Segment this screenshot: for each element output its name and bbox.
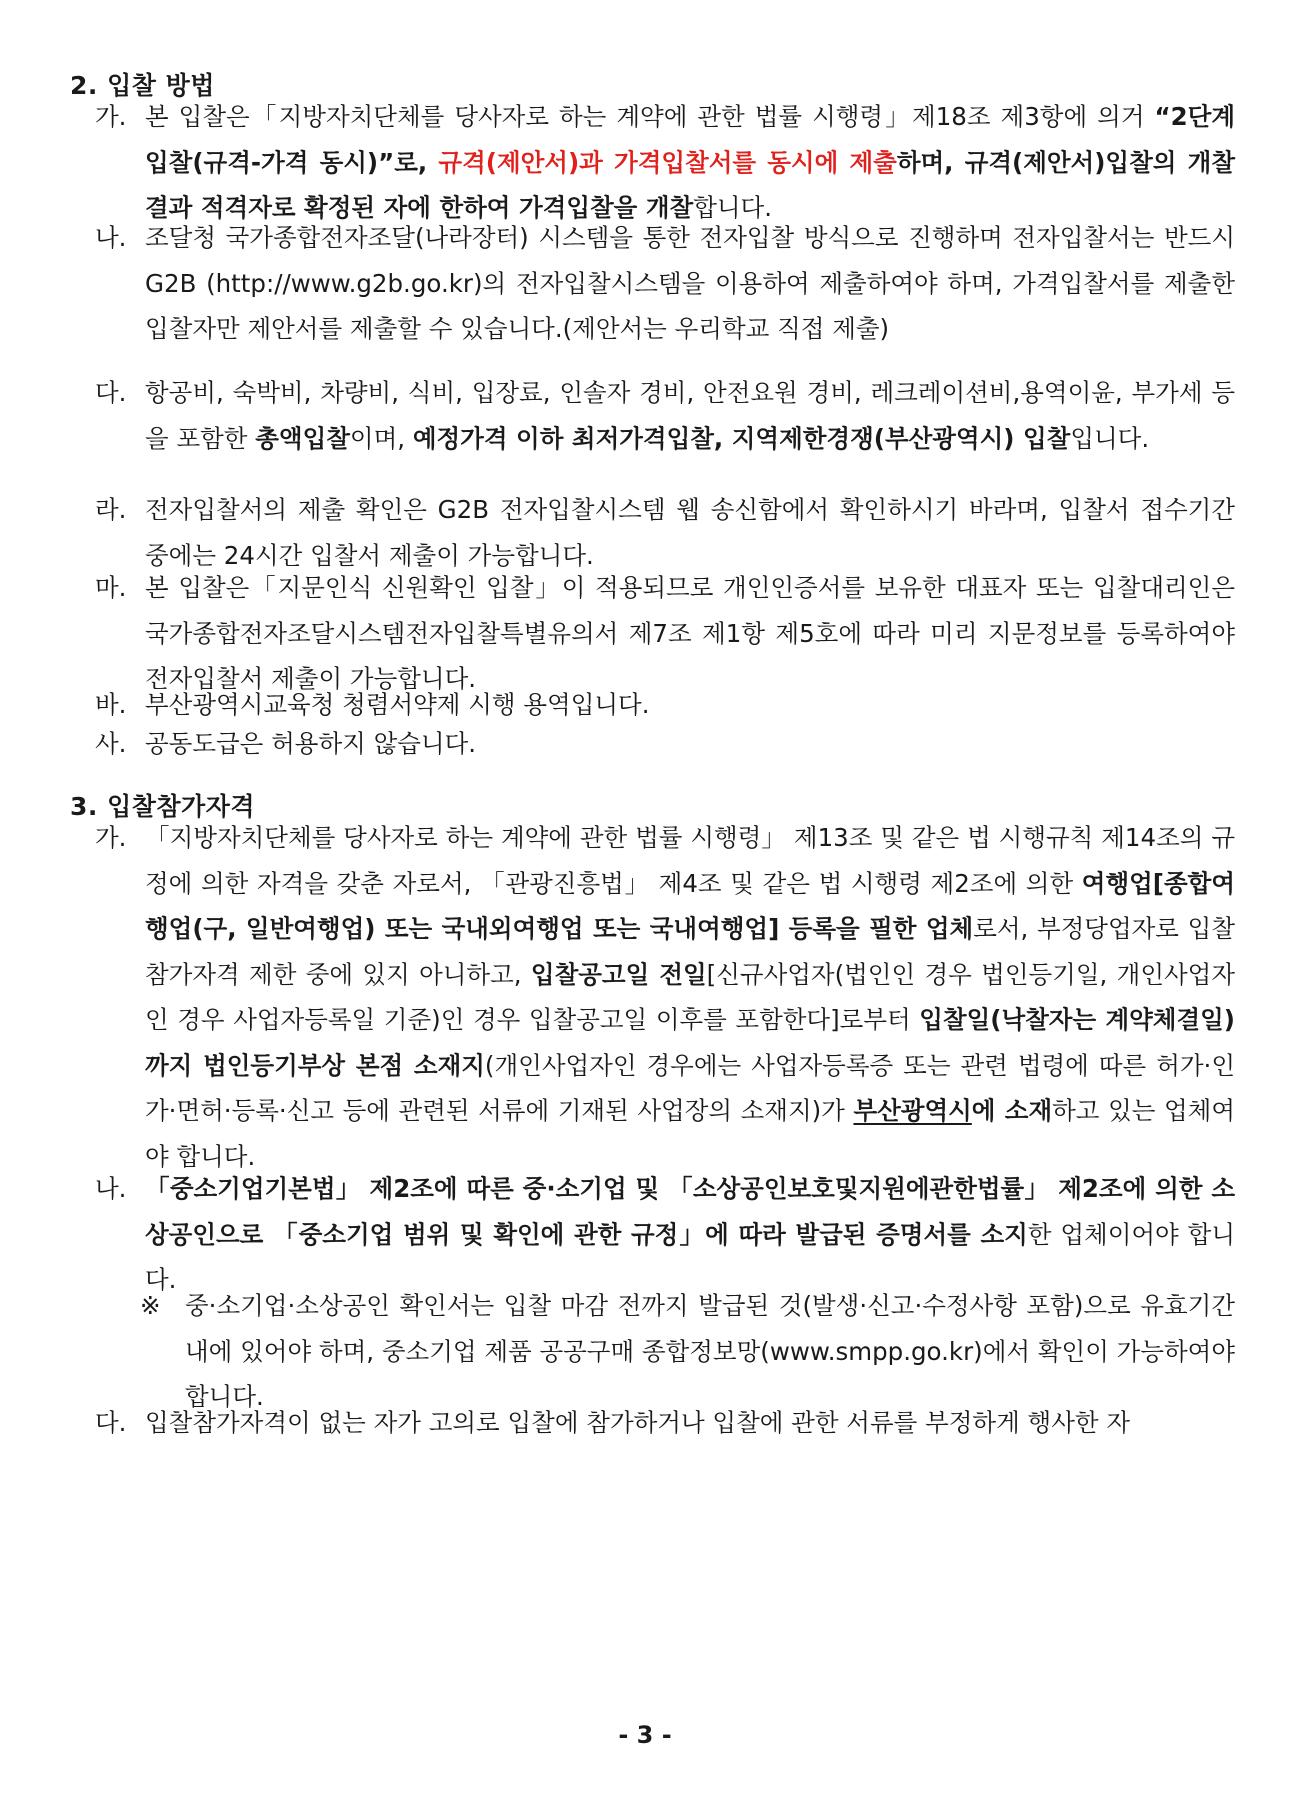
emphasized-text-run: 입찰일(낙찰자는 계약체결일)까지 법인등기부상 본점 소재지 <box>145 1005 1235 1080</box>
text-run: 입니다. <box>1070 423 1150 453</box>
text-run: 「지방자치단체를 당사자로 하는 계약에 관한 법률 시행령」 제13조 및 같은 법 시행규칙 제14조의 규정에 의한 자격을 갖춘 자로서, 「관광진흥법」 제4조 및 같은 법 시행령 제2조에 의한 <box>145 823 1235 898</box>
section-2-item-sa <box>95 721 1235 767</box>
emphasized-text-run: 여행업[종합여행업(구, 일반여행업) 또는 국내외여행업 또는 국내여행업] 등록을 필한 업체 <box>145 868 1235 943</box>
section-2-item-na <box>95 215 1235 352</box>
item-marker: 라. <box>95 495 127 524</box>
item-text <box>95 94 1235 231</box>
item-text <box>95 1400 1235 1446</box>
page-number: - 3 - <box>618 1721 672 1749</box>
emphasized-text-run: 입찰공고일 전일 <box>530 959 707 989</box>
item-text <box>95 370 1235 461</box>
section-3-heading: 3. 입찰참가자격 <box>70 792 255 821</box>
emphasized-text-run: “2단계 입찰(규격-가격 동시)”로, <box>145 102 1235 177</box>
item-marker: 바. <box>95 690 127 719</box>
text-run: 항공비, 숙박비, 차량비, 식비, 입장료, 인솔자 경비, 안전요원 경비, 레크레이션비,용역이윤, 부가세 등을 포함한 <box>145 378 1235 453</box>
section-3-item-da <box>95 1400 1235 1446</box>
section-2-heading: 2. 입찰 방법 <box>70 71 215 100</box>
text-run: 전자입찰서의 제출 확인은 G2B 전자입찰시스템 웹 송신함에서 확인하시기 바라며, 입찰서 접수기간 중에는 24시간 입찰서 제출이 가능합니다. <box>145 495 1235 570</box>
text-run: 조달청 국가종합전자조달(나라장터) 시스템을 통한 전자입찰 방식으로 진행하며 전자입찰서는 반드시 G2B (http://www.g2b.go.kr)의 전자입찰시스템을 이용하여 제출하여야 하며, 가격입찰서를 제출한 입찰자만 제안서를 제출할 수 있습니다.(제안서는 우리학교 직접 제출) <box>145 223 1235 343</box>
item-text <box>95 721 1235 767</box>
text-run: (개인사업자인 경우에는 사업자등록증 또는 관련 법령에 따른 허가·인가·면허·등록·신고 등에 관련된 서류에 기재된 사업장의 소재지)가 <box>145 1050 1235 1125</box>
item-text <box>95 815 1235 1179</box>
section-2-item-ga <box>95 94 1235 231</box>
item-marker: 다. <box>95 378 127 407</box>
note-text: 중·소기업·소상공인 확인서는 입찰 마감 전까지 발급된 것(발생·신고·수정사항 포함)으로 유효기간 내에 있어야 하며, 중소기업 제품 공공구매 종합정보망(www.smpp.go.kr)에서 확인이 가능하여야 합니다. <box>185 1291 1235 1411</box>
item-marker: 나. <box>95 1174 127 1203</box>
emphasized-text-run: 하며, 규격(제안서)입찰의 개찰 결과 적격자로 확정된 자에 한하여 가격입찰을 개찰 <box>145 147 1235 222</box>
emphasized-text-run: 에 소재 <box>971 1096 1053 1125</box>
text-run: 하고 있는 업체여야 합니다. <box>145 1096 1236 1171</box>
emphasized-text-run: 「중소기업기본법」 제2조에 따른 중·소기업 및 「소상공인보호및지원에관한법률」 제2조에 의한 소상공인으로 「중소기업 범위 및 확인에 관한 규정」에 따라 발급된 증명서를 소지 <box>145 1174 1236 1249</box>
note-marker: ※ <box>140 1291 161 1320</box>
item-marker: 사. <box>95 729 127 758</box>
emphasized-text-run: 부산광역시 <box>853 1096 972 1125</box>
text-run: 로서, 부정당업자로 입찰참가자격 제한 중에 있지 아니하고, <box>145 914 1235 989</box>
text-run: 본 입찰은「지방자치단체를 당사자로 하는 계약에 관한 법률 시행령」제18조 제3항에 의거 <box>145 102 1155 131</box>
text-run: [신규사업자(법인인 경우 법인등기일, 개인사업자인 경우 사업자등록일 기준)인 경우 입찰공고일 이후를 포함한다]로부터 <box>145 959 1235 1034</box>
item-marker: 다. <box>95 1408 127 1437</box>
item-marker: 나. <box>95 223 127 252</box>
emphasized-text-run: 예정가격 이하 최저가격입찰, 지역제한경쟁(부산광역시) 입찰 <box>412 423 1071 453</box>
item-marker: 마. <box>95 573 127 602</box>
text-run: 본 입찰은「지문인식 신원확인 입찰」이 적용되므로 개인인증서를 보유한 대표자 또는 입찰대리인은 국가종합전자조달시스템전자입찰특별유의서 제7조 제1항 제5호에 따라 미리 지문정보를 등록하여야 전자입찰서 제출이 가능합니다. <box>145 573 1235 693</box>
item-text <box>95 215 1235 352</box>
text-run: 공동도급은 허용하지 않습니다. <box>145 729 477 758</box>
emphasized-text-run: 규격(제안서)과 가격입찰서를 동시에 제출 <box>438 147 897 177</box>
section-2-item-da <box>95 370 1235 461</box>
text-run: 입찰참가자격이 없는 자가 고의로 입찰에 참가하거나 입찰에 관한 서류를 부정하게 행사한 자 <box>145 1408 1131 1437</box>
text-run: 부산광역시교육청 청렴서약제 시행 용역입니다. <box>145 690 650 719</box>
item-marker: 가. <box>95 823 127 852</box>
text-run: 한 업체이어야 합니다. <box>145 1219 1235 1294</box>
item-marker: 가. <box>95 102 127 131</box>
text-run: 이며, <box>349 423 413 453</box>
emphasized-text-run: 총액입찰 <box>255 423 350 453</box>
text-run: 합니다. <box>693 193 772 222</box>
section-3-item-ga <box>95 815 1235 1179</box>
